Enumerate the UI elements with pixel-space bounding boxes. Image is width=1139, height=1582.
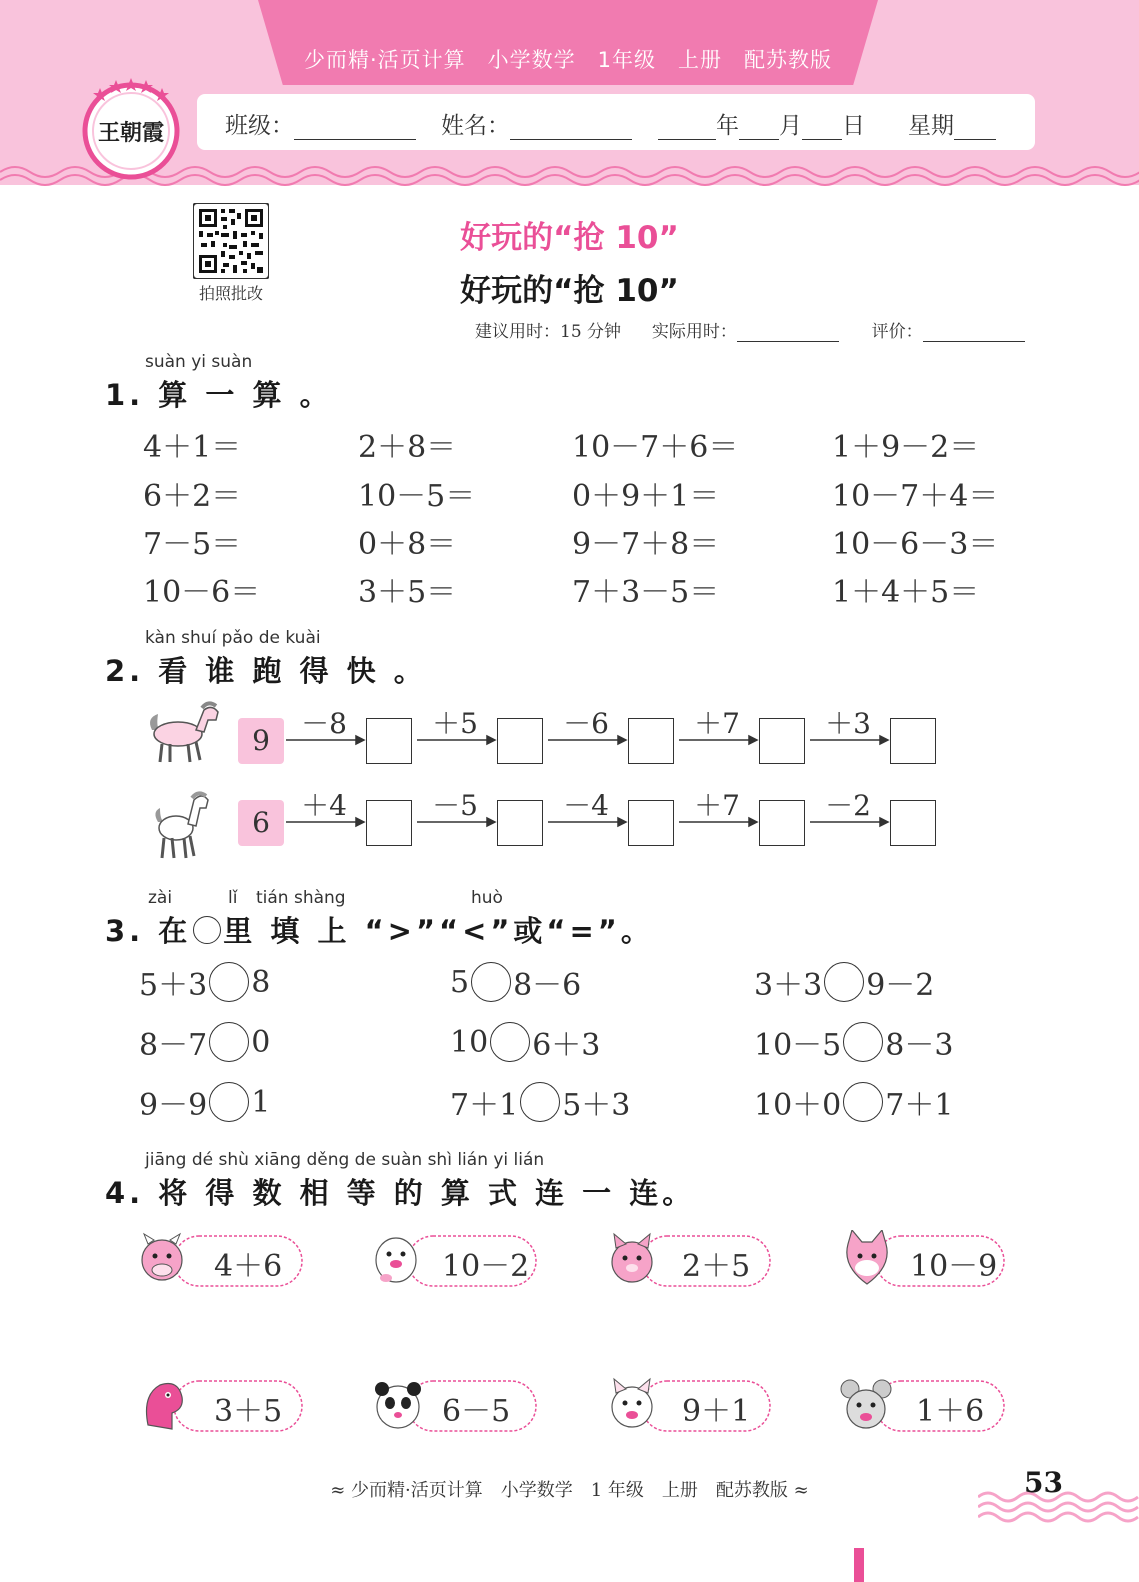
compare-item: [450, 1020, 600, 1064]
race-op-1-2: ＋5: [432, 707, 478, 740]
name-field[interactable]: [441, 107, 632, 140]
compare-circle[interactable]: [209, 962, 249, 1002]
footer-series: ≈ 少而精·活页计算 小学数学 1 年级 上册 配苏教版 ≈: [330, 1480, 809, 1501]
year-label: 年: [716, 113, 739, 139]
edge-marker: [854, 1548, 864, 1582]
compare-right: 9－2: [866, 968, 935, 1003]
match-card-bottom-1[interactable]: [138, 1375, 304, 1437]
eq-3-2: 0＋9＋1＝: [572, 479, 720, 514]
pink-horse-icon: [138, 700, 226, 766]
compare-circle[interactable]: [471, 962, 511, 1002]
compare-item: [754, 960, 934, 1004]
compare-item: [450, 1080, 630, 1124]
match-card-top-2[interactable]: [372, 1230, 538, 1292]
section3-pinyin-li: lǐ: [228, 888, 238, 908]
race-answer-box[interactable]: [366, 800, 412, 846]
eq-4-1: 1＋9－2＝: [832, 430, 980, 465]
compare-left: 10－5: [754, 1028, 842, 1063]
race-answer-box[interactable]: [628, 800, 674, 846]
compare-item: [450, 960, 581, 1004]
eq-2-2: 10－5＝: [358, 479, 476, 514]
race-op-1-3: －6: [563, 707, 609, 740]
compare-left: 7＋1: [450, 1088, 519, 1123]
compare-right: 1: [251, 1084, 271, 1120]
eq-1-1: 4＋1＝: [143, 430, 242, 465]
compare-left: 5＋3: [139, 968, 208, 1003]
compare-right: 0: [251, 1024, 271, 1060]
name-label: 姓名：: [441, 113, 510, 139]
match-card-bottom-4[interactable]: [840, 1375, 1006, 1437]
race-op-1-5: ＋3: [825, 707, 871, 740]
match-card-bottom-2[interactable]: [372, 1375, 538, 1437]
weekday-field[interactable]: [908, 107, 996, 140]
lesson-title: 好玩的“抢 10”: [460, 220, 679, 256]
rating-label: 评价：: [871, 322, 923, 342]
compare-right: 8－6: [513, 968, 582, 1003]
race-answer-box[interactable]: [890, 800, 936, 846]
section1-title: 1. 算 一 算 。: [105, 378, 333, 412]
section1-pinyin: suàn yi suàn: [145, 352, 253, 372]
section4-pinyin: jiāng dé shù xiāng děng de suàn shì lián yi lián: [145, 1150, 545, 1170]
compare-right: 5＋3: [562, 1088, 631, 1123]
eq-4-2: 10－7＋4＝: [832, 479, 999, 514]
compare-right: 7＋1: [885, 1088, 954, 1123]
compare-item: [139, 1020, 270, 1064]
match-expr: 2＋5: [682, 1249, 751, 1284]
month-label: 月: [779, 113, 802, 139]
race-op-2-5: －2: [825, 789, 871, 822]
eq-2-4: 3＋5＝: [358, 575, 457, 610]
race-answer-box[interactable]: [497, 718, 543, 764]
match-expr: 6－5: [442, 1394, 511, 1429]
actual-time-label: 实际用时：: [651, 322, 737, 342]
race-op-2-1: ＋4: [301, 789, 347, 822]
seal-icon: [376, 1238, 416, 1282]
qr-label: 拍照批改: [198, 284, 263, 303]
match-card-top-4[interactable]: [840, 1230, 1006, 1292]
section3-pinyin-huo: huò: [471, 888, 503, 908]
section3-title-start: 3. 在: [105, 914, 192, 948]
brand-logo: [80, 78, 182, 180]
compare-left: 10＋0: [754, 1088, 842, 1123]
race-answer-box[interactable]: [759, 800, 805, 846]
race-op-2-3: －4: [563, 789, 609, 822]
logo-text: 王朝霞: [97, 120, 165, 146]
suggested-time: 建议用时：15 分钟: [475, 322, 622, 342]
eq-1-4: 10－6＝: [143, 575, 261, 610]
match-expr: 10－2: [442, 1249, 530, 1284]
eq-1-2: 6＋2＝: [143, 479, 242, 514]
race-op-2-2: －5: [432, 789, 478, 822]
compare-circle[interactable]: [843, 1022, 883, 1062]
race-answer-box[interactable]: [759, 718, 805, 764]
time-info: [475, 317, 1025, 342]
compare-right: 6＋3: [532, 1028, 601, 1063]
compare-circle[interactable]: [824, 962, 864, 1002]
eq-3-4: 7＋3－5＝: [572, 575, 720, 610]
compare-item: [139, 960, 270, 1004]
section3-pinyin-zai: zài: [148, 888, 173, 908]
race-answer-box[interactable]: [628, 718, 674, 764]
eq-3-1: 10－7＋6＝: [572, 430, 739, 465]
eq-2-3: 0＋8＝: [358, 527, 457, 562]
compare-circle[interactable]: [209, 1022, 249, 1062]
rating-blank[interactable]: [923, 323, 1025, 342]
section3-title: [105, 909, 654, 950]
section2-title: 2. 看 谁 跑 得 快 。: [105, 654, 427, 688]
section2-pinyin: kàn shuí pǎo de kuài: [145, 628, 321, 648]
cat-icon: [612, 1234, 652, 1282]
section3-pinyin-tianshang: tián shàng: [256, 888, 346, 908]
race-op-2-4: ＋7: [694, 789, 740, 822]
match-card-bottom-3[interactable]: [606, 1375, 772, 1437]
eq-4-3: 10－6－3＝: [832, 527, 999, 562]
white-horse-icon: [148, 786, 214, 862]
date-field[interactable]: [658, 107, 865, 140]
eq-2-1: 2＋8＝: [358, 430, 457, 465]
eq-3-3: 9－7＋8＝: [572, 527, 720, 562]
page-number: 53: [1024, 1466, 1063, 1499]
compare-circle[interactable]: [843, 1082, 883, 1122]
compare-item: [139, 1080, 270, 1124]
cow-icon: [142, 1234, 182, 1280]
match-expr: 10－9: [910, 1249, 998, 1284]
class-label: 班级：: [225, 113, 294, 139]
compare-left: 8－7: [139, 1028, 208, 1063]
compare-circle[interactable]: [209, 1082, 249, 1122]
match-card-top-1[interactable]: [138, 1230, 304, 1292]
eq-4-4: 1＋4＋5＝: [832, 575, 980, 610]
match-card-top-3[interactable]: [606, 1230, 772, 1292]
match-expr: 9＋1: [682, 1394, 751, 1429]
race-op-1-1: －8: [301, 707, 347, 740]
compare-item: [754, 1080, 953, 1124]
race-start-2: 6: [238, 800, 284, 846]
circle-icon: [193, 916, 221, 944]
race-start-1: 9: [238, 718, 284, 764]
compare-circle[interactable]: [520, 1082, 560, 1122]
match-expr: 1＋6: [916, 1394, 985, 1429]
race-answer-box[interactable]: [366, 718, 412, 764]
compare-left: 3＋3: [754, 968, 823, 1003]
class-field[interactable]: [225, 107, 416, 140]
day-label: 日: [842, 113, 865, 139]
compare-right: 8－3: [885, 1028, 954, 1063]
weekday-label: 星期: [908, 113, 954, 139]
compare-item: [754, 1020, 953, 1064]
compare-right: 8: [251, 964, 271, 1000]
actual-time-blank[interactable]: [737, 323, 839, 342]
race-answer-box[interactable]: [497, 800, 543, 846]
eq-1-3: 7－5＝: [143, 527, 242, 562]
compare-left: 5: [450, 964, 470, 1000]
panda-icon: [375, 1382, 421, 1428]
section4-title: 4. 将 得 数 相 等 的 算 式 连 一 连。: [105, 1176, 696, 1210]
white-cat-icon: [612, 1379, 652, 1427]
race-answer-box[interactable]: [890, 718, 936, 764]
compare-circle[interactable]: [490, 1022, 530, 1062]
lesson-subtitle: 好玩的“抢 10”: [460, 273, 679, 309]
compare-left: 10: [450, 1024, 489, 1060]
match-expr: 3＋5: [214, 1394, 283, 1429]
compare-left: 9－9: [139, 1088, 208, 1123]
race-op-1-4: ＋7: [694, 707, 740, 740]
dinosaur-icon: [147, 1384, 183, 1430]
match-expr: 4＋6: [214, 1249, 283, 1284]
series-title: 少而精·活页计算 小学数学 1年级 上册 配苏教版: [303, 48, 833, 72]
section3-title-rest: 里 填 上 “>”“<”或“=”。: [223, 914, 654, 948]
